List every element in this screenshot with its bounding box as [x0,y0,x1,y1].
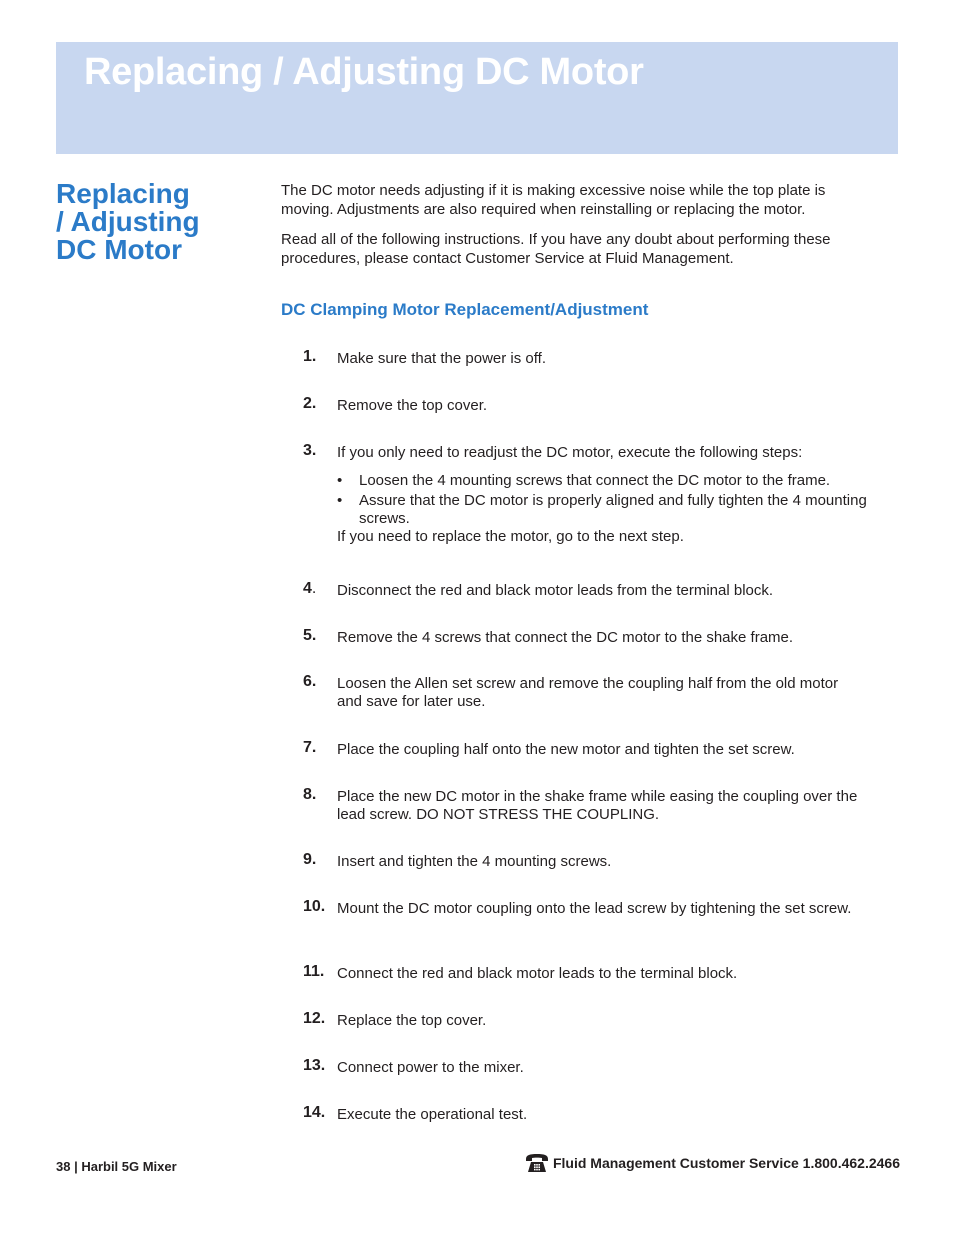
step-text: Insert and tighten the 4 mounting screws. [337,853,612,870]
intro-paragraph-1: The DC motor needs adjusting if it is making excessive noise while the top plate is moving. Adjustments are also required when reinstalling or replacing the motor. [281,182,826,218]
title-banner [56,42,898,154]
step-text: Connect the red and black motor leads to the terminal block. [337,965,738,982]
step-3-followup: If you need to replace the motor, go to the next step. [337,528,684,545]
step-number [303,580,316,598]
step-number: 14. [303,1104,326,1121]
side-heading-line-3: DC Motor [56,234,182,265]
step-text: If you only need to readjust the DC motor, execute the following steps: [337,444,803,461]
intro-paragraph-2: Read all of the following instructions. If you have any doubt about performing these procedures, please contact Customer Service at Fluid Management. [281,231,831,267]
side-heading [56,180,256,264]
side-heading-line-2: / Adjusting [56,206,200,237]
step-number-digit: 4 [303,580,312,597]
step-text: Make sure that the power is off. [337,350,546,367]
step-number: 6. [303,673,317,690]
step-text: Replace the top cover. [337,1012,487,1029]
step-number: 8. [303,786,317,803]
step-number: 12. [303,1010,326,1027]
step-text: Remove the top cover. [337,397,488,414]
step-number: 11. [303,963,325,980]
list-item [337,492,867,528]
step-text: Remove the 4 screws that connect the DC motor to the shake frame. [337,629,794,646]
bullet-glyph: • [337,472,343,489]
footer-contact-text: Fluid Management Customer Service 1.800.462.2466 [552,1155,900,1171]
step-number: 7. [303,739,317,756]
step-3-bullet-list [337,472,867,530]
step-number: 9. [303,851,317,868]
step-number: 1. [303,348,317,365]
step-number: 5. [303,627,317,644]
step-number: 3. [303,442,317,459]
step-text: Connect power to the mixer. [337,1059,524,1076]
step-number: 2. [303,395,317,412]
step-text: Place the coupling half onto the new motor and tighten the set screw. [337,741,795,758]
step-number-suffix: . [311,580,317,597]
step-text: Disconnect the red and black motor leads from the terminal block. [337,582,774,599]
section-heading: DC Clamping Motor Replacement/Adjustment [281,300,649,319]
list-item [337,472,867,490]
side-heading-line-1: Replacing [56,178,190,209]
step-text: Place the new DC motor in the shake frame while easing the coupling over the lead screw. DO NOT STRESS THE COUPLING. [337,788,858,823]
telephone-icon [525,1153,549,1173]
list-item-text: Assure that the DC motor is properly aligned and fully tighten the 4 mounting screws. [359,492,867,527]
bullet-glyph: • [337,492,343,509]
step-text: Loosen the Allen set screw and remove the coupling half from the old motor and save for later use. [337,675,839,710]
footer-contact [525,1153,900,1173]
step-text: Execute the operational test. [337,1106,528,1123]
step-number: 10. [303,898,326,915]
list-item-text: Loosen the 4 mounting screws that connect the DC motor to the frame. [359,472,831,489]
step-text: Mount the DC motor coupling onto the lead screw by tightening the set screw. [337,900,852,917]
page-title: Replacing / Adjusting DC Motor [84,51,644,93]
step-number: 13. [303,1057,326,1074]
footer-page-label: 38 | Harbil 5G Mixer [56,1159,177,1174]
